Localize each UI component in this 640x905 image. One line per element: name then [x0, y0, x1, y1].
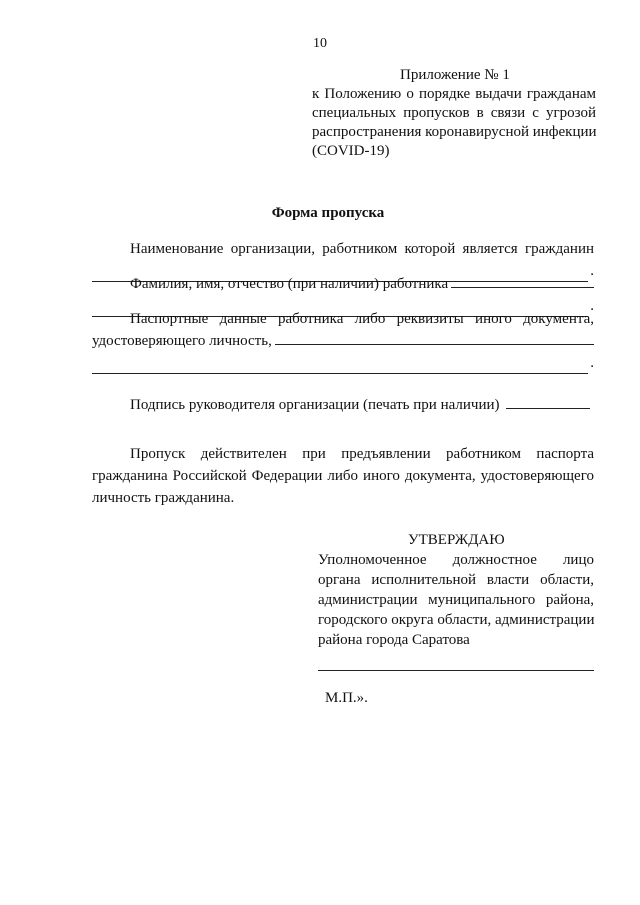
- appendix-line: к Положению о порядке выдачи гражданам: [312, 86, 596, 102]
- approval-line: органа исполнительной власти области,: [318, 572, 594, 588]
- approval-line: района города Саратова: [318, 632, 470, 648]
- page-number: 10: [313, 36, 327, 51]
- form-title: Форма пропуска: [271, 205, 385, 221]
- line-terminator: .: [590, 298, 594, 314]
- approval-heading: УТВЕРЖДАЮ: [408, 532, 505, 548]
- validity-line: Пропуск действителен при предъявлении работником паспорта: [130, 446, 594, 462]
- signature-label: Подпись руководителя организации (печать при наличии): [130, 397, 500, 413]
- signature-input-line[interactable]: [506, 394, 591, 409]
- appendix-header: [312, 66, 596, 161]
- stamp-place: М.П.».: [325, 690, 368, 706]
- appendix-line: (COVID-19): [312, 143, 390, 159]
- passport-row: [92, 330, 594, 352]
- passport-input-row-2[interactable]: [92, 352, 594, 374]
- signature-row: [92, 394, 594, 416]
- appendix-line: специальных пропусков в связи с угрозой: [312, 105, 596, 121]
- passport-input-line[interactable]: [275, 330, 594, 345]
- validity-paragraph: [92, 443, 594, 509]
- approval-block: [318, 530, 594, 650]
- approval-line: городского округа области, администрации: [318, 612, 595, 628]
- signature-field-block: [92, 394, 594, 416]
- approval-line: администрации муниципального района,: [318, 592, 594, 608]
- appendix-line: распространения коронавирусной инфекции: [312, 124, 597, 140]
- approval-signature-line[interactable]: [318, 670, 594, 671]
- fio-row: [92, 273, 594, 295]
- fio-input-line[interactable]: [451, 273, 594, 288]
- line-terminator: .: [590, 355, 594, 371]
- validity-line: гражданина Российской Федерации либо иного документа, удостоверяющего: [92, 468, 594, 484]
- passport-label-1: Паспортные данные работника либо реквизиты иного документа,: [130, 311, 594, 327]
- appendix-title: Приложение № 1: [400, 67, 510, 83]
- passport-label-2: удостоверяющего личность,: [92, 333, 272, 349]
- validity-line: личность гражданина.: [92, 490, 235, 506]
- passport-field-block: [92, 308, 594, 374]
- passport-input-line-2[interactable]: [92, 357, 588, 374]
- fio-label: Фамилия, имя, отчество (при наличии) работника: [130, 276, 449, 292]
- org-label: Наименование организации, работником которой является гражданин: [130, 241, 594, 257]
- line-terminator: .: [590, 263, 594, 279]
- approval-line: Уполномоченное должностное лицо: [318, 552, 594, 568]
